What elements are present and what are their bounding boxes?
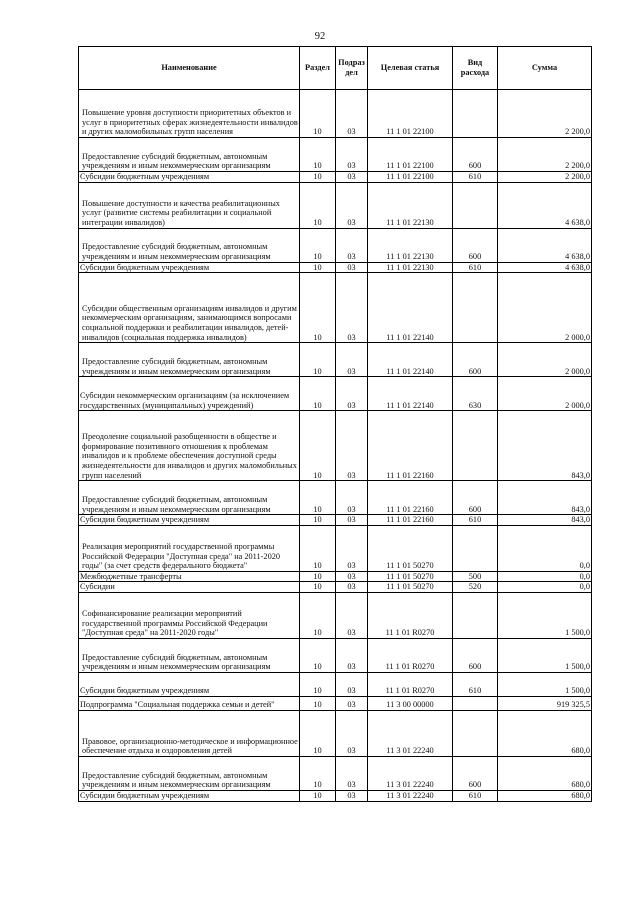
row-section: 10 [300, 90, 336, 138]
table-row [79, 672, 592, 696]
row-name: Реализация мероприятий государственной программы Российской Федерации "Доступная среда" на 2011-2020 годы" (за счет средств федерального бюджета" [79, 525, 300, 571]
row-section: 10 [300, 377, 336, 411]
row-section: 10 [300, 172, 336, 183]
row-name: Повышение доступности и качества реабилитационных услуг (развитие системы реабилитации и социальной интеграции инвалидов) [79, 182, 300, 228]
row-subsection: 03 [336, 481, 368, 515]
row-subsection: 03 [336, 571, 368, 582]
row-name: Субсидии бюджетным учреждениям [79, 672, 300, 696]
row-article: 11 1 01 22140 [368, 343, 453, 377]
row-subsection: 03 [336, 756, 368, 790]
row-expense-type [453, 696, 498, 710]
row-name: Преодоление социальной разобщенности в обществе и формирование позитивного отношения к проблемам инвалидов и к проблеме обеспечения доступной среды жизнедеятельности для инвалидов и других маломобильных групп населений [79, 411, 300, 481]
header-amount: Сумма [498, 47, 592, 90]
row-amount: 4 638,0 [498, 228, 592, 262]
budget-table [78, 46, 592, 802]
row-subsection: 03 [336, 638, 368, 672]
row-name: Повышение уровня доступности приоритетных объектов и услуг в приоритетных сферах жизнедеятельности инвалидов и других маломобильных групп населения [79, 90, 300, 138]
row-subsection: 03 [336, 696, 368, 710]
row-expense-type: 610 [453, 790, 498, 801]
row-amount: 0,0 [498, 525, 592, 571]
row-expense-type [453, 273, 498, 343]
header-subsection: Подраз дел [336, 47, 368, 90]
row-subsection: 03 [336, 790, 368, 801]
table-row [79, 228, 592, 262]
row-name: Предоставление субсидий бюджетным, автономным учреждениям и иным некоммерческим организациям [79, 343, 300, 377]
header-section: Раздел [300, 47, 336, 90]
table-row [79, 515, 592, 526]
row-name: Межбюджетные трансферты [79, 571, 300, 582]
row-article: 11 1 01 22130 [368, 262, 453, 273]
row-section: 10 [300, 592, 336, 638]
row-article: 11 1 01 22100 [368, 138, 453, 172]
row-name: Субсидии бюджетным учреждениям [79, 172, 300, 183]
header-name: Наименование [79, 47, 300, 90]
row-article: 11 3 01 22240 [368, 790, 453, 801]
row-subsection: 03 [336, 273, 368, 343]
table-row [79, 273, 592, 343]
row-name: Правовое, организационно-методическое и информационное обеспечение отдыха и оздоровления детей [79, 710, 300, 756]
row-section: 10 [300, 790, 336, 801]
table-row [79, 411, 592, 481]
table-row [79, 377, 592, 411]
row-name: Субсидии [79, 582, 300, 593]
row-amount: 2 200,0 [498, 90, 592, 138]
row-expense-type [453, 710, 498, 756]
row-name: Подпрограмма "Социальная поддержка семьи и детей" [79, 696, 300, 710]
row-section: 10 [300, 696, 336, 710]
row-section: 10 [300, 262, 336, 273]
row-subsection: 03 [336, 515, 368, 526]
row-section: 10 [300, 525, 336, 571]
row-expense-type: 600 [453, 756, 498, 790]
row-subsection: 03 [336, 228, 368, 262]
row-section: 10 [300, 571, 336, 582]
row-article: 11 1 01 22160 [368, 481, 453, 515]
table-row [79, 592, 592, 638]
row-section: 10 [300, 273, 336, 343]
row-name: Субсидии некоммерческим организациям (за исключением государственных (муниципальных) учреждений) [79, 377, 300, 411]
row-expense-type: 600 [453, 481, 498, 515]
row-amount: 0,0 [498, 582, 592, 593]
header-expense-type: Вид расхода [453, 47, 498, 90]
row-section: 10 [300, 481, 336, 515]
row-expense-type [453, 90, 498, 138]
table-row [79, 525, 592, 571]
row-amount: 843,0 [498, 481, 592, 515]
row-subsection: 03 [336, 90, 368, 138]
row-name: Субсидии бюджетным учреждениям [79, 790, 300, 801]
row-name: Софинансирование реализации мероприятий государственной программы Российской Федерации "Доступная среда" на 2011-2020 годы" [79, 592, 300, 638]
row-amount: 680,0 [498, 790, 592, 801]
row-amount: 2 200,0 [498, 138, 592, 172]
row-name: Предоставление субсидий бюджетным, автономным учреждениям и иным некоммерческим организациям [79, 228, 300, 262]
table-row [79, 182, 592, 228]
row-section: 10 [300, 582, 336, 593]
row-section: 10 [300, 672, 336, 696]
row-subsection: 03 [336, 343, 368, 377]
table-row [79, 343, 592, 377]
row-article: 11 1 01 R0270 [368, 638, 453, 672]
row-amount: 2 200,0 [498, 172, 592, 183]
row-subsection: 03 [336, 172, 368, 183]
row-expense-type: 610 [453, 262, 498, 273]
row-amount: 1 500,0 [498, 638, 592, 672]
row-section: 10 [300, 756, 336, 790]
page-number: 92 [314, 31, 326, 42]
row-subsection: 03 [336, 262, 368, 273]
row-article: 11 1 01 22160 [368, 515, 453, 526]
row-article: 11 1 01 50270 [368, 525, 453, 571]
row-article: 11 1 01 22160 [368, 411, 453, 481]
row-subsection: 03 [336, 582, 368, 593]
row-amount: 680,0 [498, 710, 592, 756]
row-name: Субсидии бюджетным учреждениям [79, 262, 300, 273]
table-row [79, 790, 592, 801]
row-section: 10 [300, 138, 336, 172]
row-name: Предоставление субсидий бюджетным, автономным учреждениям и иным некоммерческим организациям [79, 756, 300, 790]
row-amount: 919 325,5 [498, 696, 592, 710]
row-article: 11 3 00 00000 [368, 696, 453, 710]
row-expense-type: 520 [453, 582, 498, 593]
row-expense-type [453, 525, 498, 571]
row-subsection: 03 [336, 672, 368, 696]
row-name: Предоставление субсидий бюджетным, автономным учреждениям и иным некоммерческим организациям [79, 138, 300, 172]
row-article: 11 1 01 22100 [368, 172, 453, 183]
row-article: 11 1 01 22130 [368, 182, 453, 228]
row-name: Предоставление субсидий бюджетным, автономным учреждениям и иным некоммерческим организациям [79, 638, 300, 672]
row-expense-type: 610 [453, 672, 498, 696]
row-amount: 680,0 [498, 756, 592, 790]
row-expense-type [453, 182, 498, 228]
row-article: 11 1 01 50270 [368, 582, 453, 593]
row-section: 10 [300, 515, 336, 526]
row-section: 10 [300, 182, 336, 228]
table-header-row [79, 47, 592, 90]
row-amount: 0,0 [498, 571, 592, 582]
table-row [79, 582, 592, 593]
row-expense-type [453, 411, 498, 481]
row-expense-type: 610 [453, 515, 498, 526]
row-expense-type: 600 [453, 638, 498, 672]
row-amount: 2 000,0 [498, 273, 592, 343]
row-article: 11 1 01 22140 [368, 377, 453, 411]
row-amount: 1 500,0 [498, 592, 592, 638]
row-amount: 4 638,0 [498, 182, 592, 228]
table-row [79, 756, 592, 790]
row-subsection: 03 [336, 411, 368, 481]
table-row [79, 172, 592, 183]
row-article: 11 1 01 22100 [368, 90, 453, 138]
row-subsection: 03 [336, 182, 368, 228]
row-article: 11 1 01 22130 [368, 228, 453, 262]
table-row [79, 571, 592, 582]
row-section: 10 [300, 343, 336, 377]
row-subsection: 03 [336, 710, 368, 756]
row-subsection: 03 [336, 525, 368, 571]
row-amount: 4 638,0 [498, 262, 592, 273]
row-article: 11 1 01 R0270 [368, 592, 453, 638]
row-expense-type: 600 [453, 138, 498, 172]
row-section: 10 [300, 228, 336, 262]
row-expense-type: 500 [453, 571, 498, 582]
table-row [79, 638, 592, 672]
row-name: Предоставление субсидий бюджетным, автономным учреждениям и иным некоммерческим организациям [79, 481, 300, 515]
row-article: 11 1 01 50270 [368, 571, 453, 582]
row-article: 11 3 01 22240 [368, 710, 453, 756]
header-article: Целевая статья [368, 47, 453, 90]
table-row [79, 481, 592, 515]
row-subsection: 03 [336, 592, 368, 638]
row-section: 10 [300, 411, 336, 481]
row-expense-type: 610 [453, 172, 498, 183]
row-section: 10 [300, 638, 336, 672]
row-subsection: 03 [336, 377, 368, 411]
table-row [79, 138, 592, 172]
row-expense-type: 600 [453, 228, 498, 262]
table-row [79, 262, 592, 273]
row-name: Субсидии общественным организациям инвалидов и другим некоммерческим организациям, занимающимся вопросами социальной поддержки и реабилитации инвалидов, детей-инвалидов (социальная поддержка инвалидов) [79, 273, 300, 343]
row-amount: 2 000,0 [498, 377, 592, 411]
row-name: Субсидии бюджетным учреждениям [79, 515, 300, 526]
row-expense-type: 630 [453, 377, 498, 411]
row-subsection: 03 [336, 138, 368, 172]
row-section: 10 [300, 710, 336, 756]
row-amount: 2 000,0 [498, 343, 592, 377]
row-article: 11 3 01 22240 [368, 756, 453, 790]
row-expense-type: 600 [453, 343, 498, 377]
table-row [79, 710, 592, 756]
row-article: 11 1 01 22140 [368, 273, 453, 343]
row-amount: 1 500,0 [498, 672, 592, 696]
row-article: 11 1 01 R0270 [368, 672, 453, 696]
table-row [79, 696, 592, 710]
row-amount: 843,0 [498, 515, 592, 526]
table-row [79, 90, 592, 138]
row-amount: 843,0 [498, 411, 592, 481]
row-expense-type [453, 592, 498, 638]
